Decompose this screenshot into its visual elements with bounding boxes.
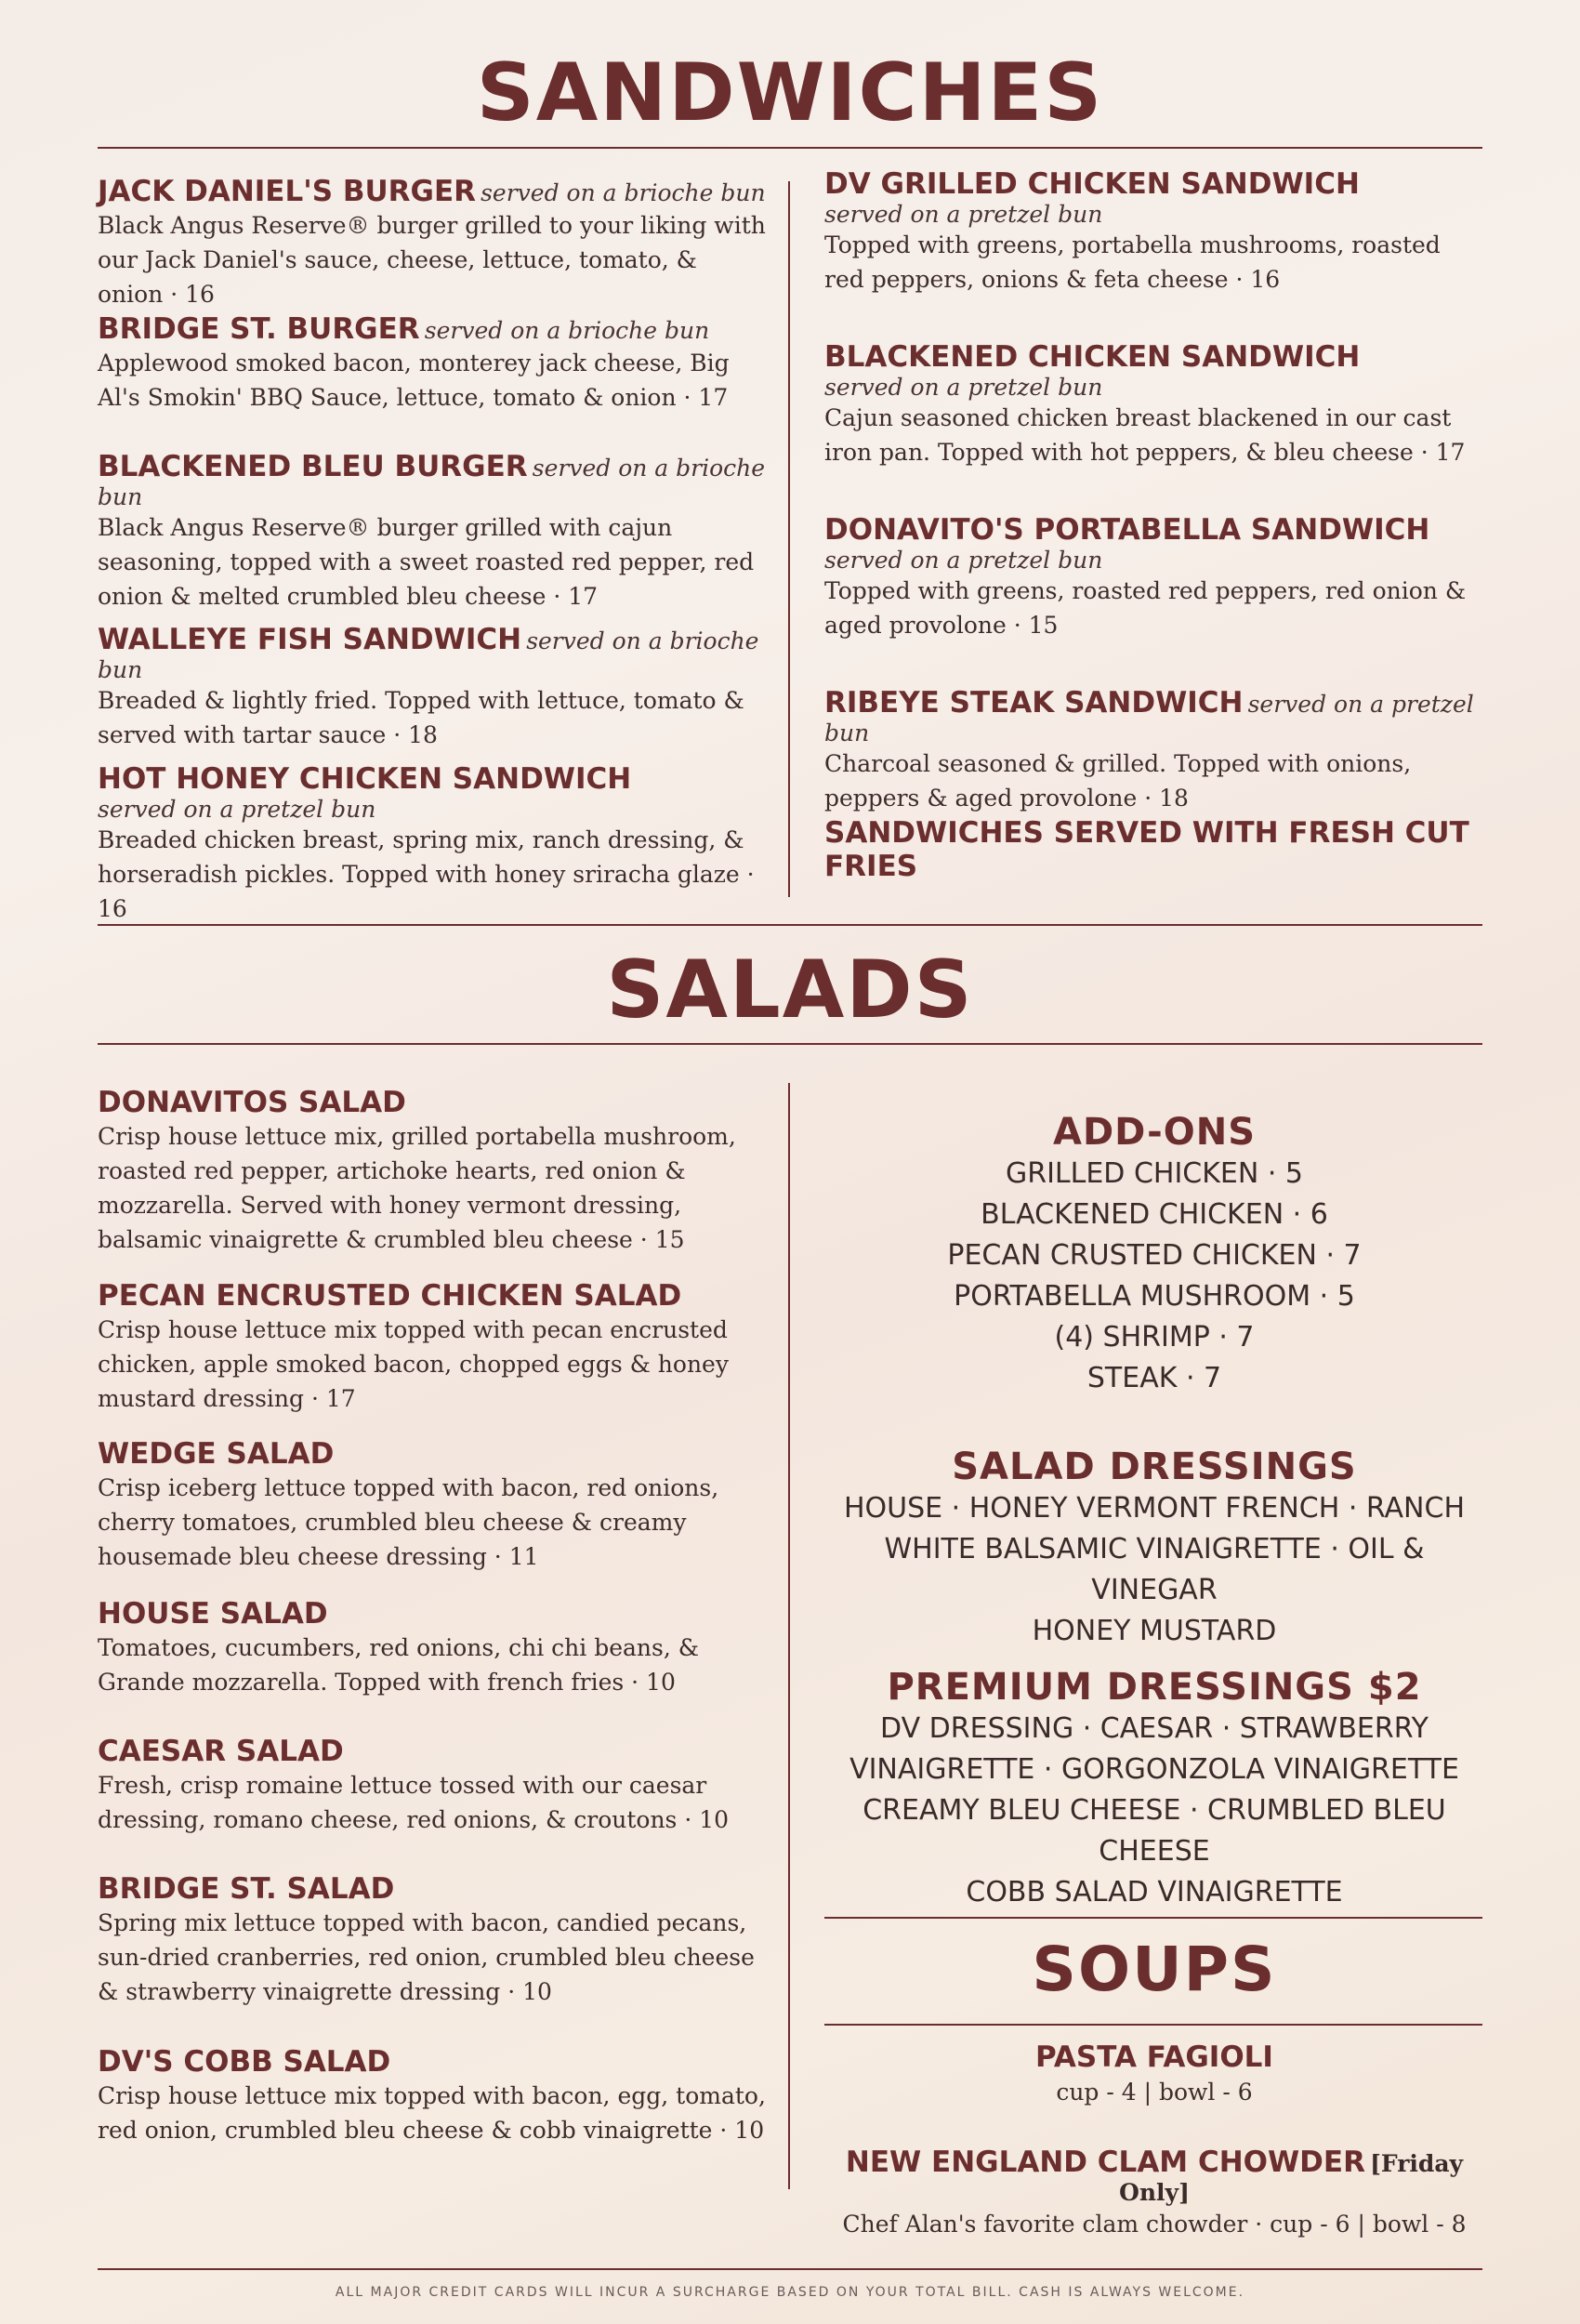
- item-name: DV'S COBB SALAD: [98, 2045, 391, 2079]
- divider: [98, 1043, 1482, 1045]
- item-desc: Breaded & lightly fried. Topped with lettuce, tomato & served with tartar sauce · 18: [98, 687, 744, 748]
- item-desc: Tomatoes, cucumbers, red onions, chi chi beans, & Grande mozzarella. Topped with french fries · 10: [98, 1634, 699, 1696]
- item-name: BRIDGE ST. SALAD: [98, 1872, 395, 1906]
- menu-item: [98, 2045, 767, 2147]
- soup-desc: Chef Alan's favorite clam chowder · cup - 6 | bowl - 8: [842, 2211, 1467, 2238]
- divider: [98, 147, 1482, 149]
- item-desc: Crisp house lettuce mix topped with bacon, egg, tomato, red onion, crumbled bleu cheese & cobb vinaigrette · 10: [98, 2082, 766, 2144]
- item-served: served on a pretzel bun: [98, 796, 376, 823]
- soup-item: [824, 2040, 1484, 2111]
- item-served: served on a brioche bun: [424, 317, 710, 344]
- item-name: BLACKENED CHICKEN SANDWICH: [824, 340, 1361, 374]
- item-served: served on a brioche bun: [98, 455, 766, 510]
- item-desc: Spring mix lettuce topped with bacon, candied pecans, sun-dried cranberries, red onion, crumbled bleu cheese & strawberry vinaigrette dressing · 10: [98, 1909, 755, 2005]
- premium-line: COBB SALAD VINAIGRETTE: [966, 1876, 1343, 1908]
- item-desc: Black Angus Reserve® burger grilled to your liking with our Jack Daniel's sauce, cheese, lettuce, tomato, & onion · 16: [98, 212, 766, 308]
- soups-title: SOUPS: [1032, 1934, 1277, 2005]
- premium-line: DV DRESSING · CAESAR · STRAWBERRY: [880, 1712, 1429, 1745]
- item-name: WEDGE SALAD: [98, 1437, 335, 1471]
- menu-item: [824, 513, 1484, 642]
- soup-item: [824, 2146, 1484, 2243]
- surcharge-notice: ALL MAJOR CREDIT CARDS WILL INCUR A SURCHARGE BASED ON YOUR TOTAL BILL. CASH IS ALWAYS WELCOME.: [335, 2285, 1245, 2300]
- item-desc: Crisp house lettuce mix, grilled portabella mushroom, roasted red pepper, artichoke hearts, red onion & mozzarella. Served with honey vermont dressing, balsamic vinaigrette & crumbled bleu cheese · 15: [98, 1123, 736, 1253]
- menu-item: [98, 312, 767, 415]
- salads-title: SALADS: [606, 944, 974, 1037]
- soup-desc: cup - 4 | bowl - 6: [1056, 2079, 1253, 2106]
- item-name: WALLEYE FISH SANDWICH: [98, 623, 522, 656]
- addon-line: PORTABELLA MUSHROOM · 5: [954, 1280, 1355, 1313]
- soup-availability: [Friday Only]: [1119, 2150, 1464, 2206]
- addon-line: PECAN CRUSTED CHICKEN · 7: [947, 1239, 1362, 1272]
- fries-note: SANDWICHES SERVED WITH FRESH CUT FRIES: [824, 816, 1469, 883]
- item-desc: Black Angus Reserve® burger grilled with cajun seasoning, topped with a sweet roasted red pepper, red onion & melted crumbled bleu cheese · 17: [98, 514, 755, 610]
- addon-line: (4) SHRIMP · 7: [1054, 1321, 1255, 1353]
- item-served: served on a pretzel bun: [824, 201, 1103, 228]
- menu-item: [98, 1086, 767, 1257]
- item-desc: Charcoal seasoned & grilled. Topped with onions, peppers & aged provolone · 18: [824, 750, 1412, 812]
- sandwiches-title: SANDWICHES: [476, 46, 1104, 139]
- column-divider: [788, 1083, 790, 2189]
- soups-title-wrap: [824, 1934, 1484, 2005]
- dressings-block: [824, 1446, 1484, 1652]
- menu-item: [98, 1597, 767, 1699]
- item-served: served on a pretzel bun: [824, 374, 1103, 401]
- divider: [824, 1917, 1482, 1919]
- item-desc: Topped with greens, portabella mushrooms, roasted red peppers, onions & feta cheese · 16: [824, 231, 1441, 293]
- menu-item: [98, 175, 767, 311]
- item-name: HOUSE SALAD: [98, 1597, 328, 1631]
- premium-line: VINAIGRETTE · GORGONZOLA VINAIGRETTE: [849, 1753, 1459, 1786]
- item-desc: Applewood smoked bacon, monterey jack cheese, Big Al's Smokin' BBQ Sauce, lettuce, tomato & onion · 17: [98, 350, 730, 411]
- item-name: CAESAR SALAD: [98, 1735, 344, 1768]
- column-divider: [788, 181, 790, 897]
- dressing-line: WHITE BALSAMIC VINAIGRETTE · OIL & VINEGAR: [884, 1533, 1425, 1606]
- menu-item: [98, 1279, 767, 1416]
- item-name: DONAVITO'S PORTABELLA SANDWICH: [824, 513, 1430, 547]
- addon-line: GRILLED CHICKEN · 5: [1005, 1157, 1304, 1190]
- item-name: PECAN ENCRUSTED CHICKEN SALAD: [98, 1279, 682, 1313]
- divider: [824, 2024, 1482, 2026]
- item-served: served on a pretzel bun: [824, 691, 1474, 746]
- divider: [98, 2268, 1482, 2270]
- menu-item: [824, 340, 1484, 469]
- item-desc: Crisp iceberg lettuce topped with bacon, red onions, cherry tomatoes, crumbled bleu cheese & creamy housemade bleu cheese dressing · 11: [98, 1474, 719, 1570]
- item-desc: Crisp house lettuce mix topped with pecan encrusted chicken, apple smoked bacon, chopped eggs & honey mustard dressing · 17: [98, 1316, 729, 1412]
- item-name: RIBEYE STEAK SANDWICH: [824, 686, 1244, 720]
- item-served: served on a brioche bun: [98, 627, 759, 683]
- menu-item: [98, 762, 767, 926]
- item-name: JACK DANIEL'S BURGER: [98, 175, 476, 208]
- item-served: served on a brioche bun: [481, 179, 766, 206]
- dressing-line: HOUSE · HONEY VERMONT FRENCH · RANCH: [844, 1492, 1465, 1525]
- soup-name: NEW ENGLAND CLAM CHOWDER: [845, 2146, 1365, 2179]
- menu-item: [824, 167, 1484, 297]
- menu-item: [98, 450, 767, 614]
- menu-item: [98, 1872, 767, 2009]
- item-served: served on a pretzel bun: [824, 547, 1103, 574]
- addon-line: BLACKENED CHICKEN · 6: [981, 1198, 1328, 1231]
- item-name: DV GRILLED CHICKEN SANDWICH: [824, 167, 1360, 201]
- menu-note: [824, 816, 1484, 883]
- premium-line: CREAMY BLEU CHEESE · CRUMBLED BLEU CHEESE: [862, 1794, 1446, 1868]
- dressings-title: SALAD DRESSINGS: [952, 1446, 1357, 1488]
- menu-item: [824, 686, 1484, 815]
- item-desc: Topped with greens, roasted red peppers, red onion & aged provolone · 15: [824, 577, 1467, 639]
- item-desc: Cajun seasoned chicken breast blackened in our cast iron pan. Topped with hot peppers, & bleu cheese · 17: [824, 404, 1466, 466]
- premium-dressings-block: [824, 1666, 1484, 1913]
- premium-title: PREMIUM DRESSINGS $2: [887, 1666, 1422, 1709]
- item-name: HOT HONEY CHICKEN SANDWICH: [98, 762, 632, 796]
- item-name: BRIDGE ST. BURGER: [98, 312, 420, 346]
- menu-item: [98, 623, 767, 752]
- item-name: DONAVITOS SALAD: [98, 1086, 406, 1119]
- divider: [98, 924, 1482, 926]
- dressing-line: HONEY MUSTARD: [1032, 1615, 1277, 1647]
- addons-block: [824, 1111, 1484, 1399]
- addon-line: STEAK · 7: [1086, 1362, 1222, 1394]
- item-name: BLACKENED BLEU BURGER: [98, 450, 528, 483]
- menu-item: [98, 1437, 767, 1574]
- addons-title: ADD-ONS: [1053, 1111, 1256, 1154]
- item-desc: Breaded chicken breast, spring mix, ranch dressing, & horseradish pickles. Topped with honey sriracha glaze · 16: [98, 826, 755, 922]
- item-desc: Fresh, crisp romaine lettuce tossed with our caesar dressing, romano cheese, red onions, & croutons · 10: [98, 1772, 730, 1833]
- soup-name: PASTA FAGIOLI: [1035, 2040, 1273, 2074]
- menu-item: [98, 1735, 767, 1837]
